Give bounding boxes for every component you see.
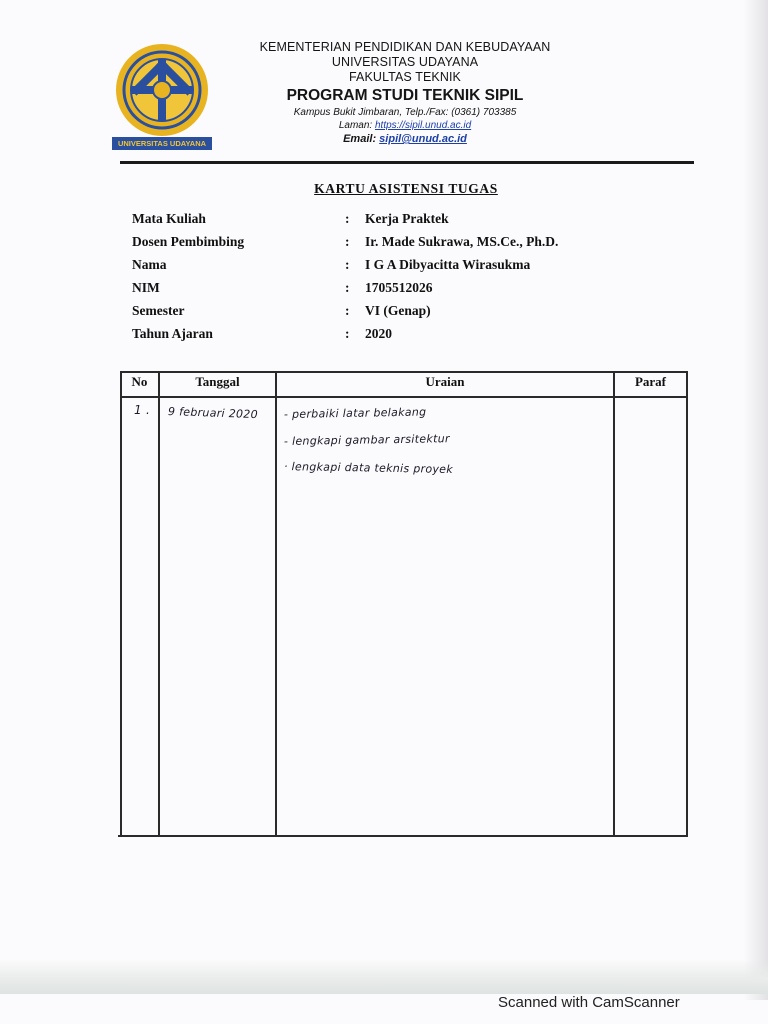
table-col-divider-no bbox=[158, 371, 160, 836]
info-label: Tahun Ajaran bbox=[132, 326, 213, 341]
info-label: NIM bbox=[132, 280, 160, 295]
header-description: Uraian bbox=[425, 374, 465, 389]
info-colon: : bbox=[345, 280, 350, 295]
letterhead-divider bbox=[120, 161, 694, 164]
table-col-divider-date bbox=[275, 371, 277, 836]
card-title: KARTU ASISTENSI TUGAS bbox=[314, 181, 498, 196]
faculty-name: FAKULTAS TEKNIK bbox=[349, 70, 461, 84]
info-row-semester bbox=[132, 303, 692, 326]
website-label: Laman: bbox=[338, 120, 373, 131]
scanner-watermark: Scanned with CamScanner bbox=[498, 994, 680, 1011]
info-value: Ir. Made Sukrawa, MS.Ce., Ph.D. bbox=[365, 234, 559, 249]
header-signature: Paraf bbox=[634, 374, 667, 389]
program-name: PROGRAM STUDI TEKNIK SIPIL bbox=[286, 87, 524, 104]
table-col-divider-desc bbox=[613, 371, 615, 836]
table-border-bottom bbox=[118, 835, 688, 837]
info-row-nim bbox=[132, 280, 692, 303]
table-header-divider bbox=[120, 396, 687, 398]
info-value: VI (Genap) bbox=[365, 303, 431, 318]
address-line: Kampus Bukit Jimbaran, Telp./Fax: (0361) 703385 bbox=[293, 107, 517, 118]
table-border-top bbox=[120, 371, 687, 373]
scan-edge-bottom bbox=[0, 960, 768, 994]
info-value: Kerja Praktek bbox=[365, 211, 449, 226]
university-logo bbox=[112, 42, 212, 152]
university-name: UNIVERSITAS UDAYANA bbox=[331, 55, 479, 69]
info-colon: : bbox=[345, 303, 350, 318]
info-value: 1705512026 bbox=[365, 280, 433, 295]
header-no: No bbox=[131, 374, 148, 389]
email-label: Email: bbox=[343, 133, 377, 145]
website-line bbox=[230, 119, 580, 132]
website-link[interactable]: https://sipil.unud.ac.id bbox=[374, 120, 472, 131]
scan-edge-right bbox=[744, 0, 768, 1000]
info-label: Nama bbox=[132, 257, 167, 272]
info-row-name bbox=[132, 257, 692, 280]
logo-caption: UNIVERSITAS UDAYANA bbox=[117, 139, 207, 148]
info-value: 2020 bbox=[365, 326, 392, 341]
table-border-left bbox=[120, 371, 122, 836]
row-item: - perbaiki latar belakang bbox=[283, 405, 427, 421]
email-link[interactable]: sipil@unud.ac.id bbox=[379, 133, 467, 145]
email-line bbox=[230, 132, 580, 146]
row-date: 9 februari 2020 bbox=[167, 405, 259, 422]
info-value: I G A Dibyacitta Wirasukma bbox=[365, 257, 531, 272]
letterhead bbox=[230, 40, 580, 146]
table-border-right bbox=[686, 371, 688, 836]
row-item: - lengkapi gambar arsitektur bbox=[283, 432, 450, 448]
info-label: Dosen Pembimbing bbox=[132, 234, 245, 249]
row-item: · lengkapi data teknis proyek bbox=[283, 460, 454, 476]
info-label: Mata Kuliah bbox=[132, 211, 206, 226]
info-row-course bbox=[132, 211, 692, 234]
info-row-supervisor bbox=[132, 234, 692, 257]
row-no: 1 . bbox=[134, 403, 151, 417]
info-colon: : bbox=[345, 234, 350, 249]
info-label: Semester bbox=[132, 303, 185, 318]
info-colon: : bbox=[345, 257, 350, 272]
info-row-academic-year bbox=[132, 326, 692, 349]
header-date: Tanggal bbox=[195, 374, 240, 389]
info-colon: : bbox=[345, 211, 350, 226]
info-section bbox=[132, 211, 692, 349]
ministry-name: KEMENTERIAN PENDIDIKAN DAN KEBUDAYAAN bbox=[259, 40, 551, 54]
info-colon: : bbox=[345, 326, 350, 341]
